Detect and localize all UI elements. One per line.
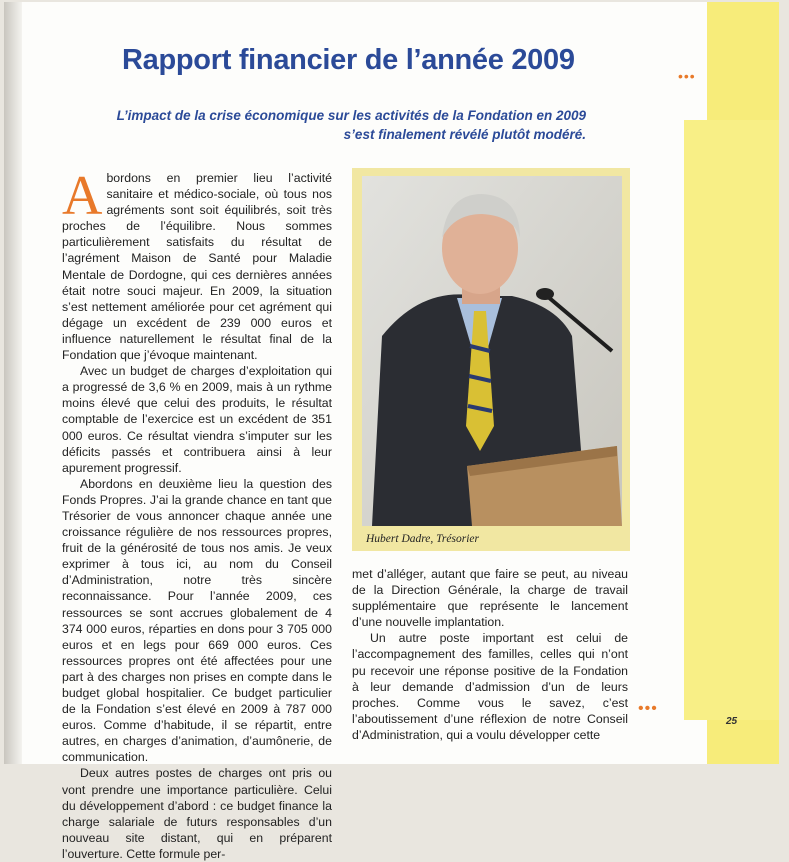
speaker-illustration xyxy=(362,176,622,526)
page-spine xyxy=(4,2,22,764)
yellow-block xyxy=(684,120,779,720)
decorative-dots-icon: ••• xyxy=(638,700,658,717)
paragraph-text: bordons en premier lieu l’activité sanitaire et médico-sociale, où tous nos agréments sont soit équilibrés, soit très proches de l’équilibre. Nous sommes particulièrement satisfaits du résultat de l’agrément Maison de Santé pour Maladie Mentale de Dordogne, qui ces dernières années était notre souci majeur. En 2009, la situation s’est nettement améliorée pour cet agrément qui dégage un excédent de 239 000 euros et influence naturellement le résultat final de la Fondation que j’évoque maintenant. xyxy=(62,171,332,363)
paragraph: Avec un budget de charges d’exploitation qui a progressé de 3,6 % en 2009, mais à un rythme moins élevé que celui des produits, le résultat comptable de l’exercice est un excédent de 351 000 euros. Ce résultat viendra s’imputer sur les déficits passés et contribuera ainsi à leur apurement progressif. xyxy=(62,364,332,475)
right-text-column xyxy=(352,566,628,743)
decorative-dots-icon: ••• xyxy=(678,68,696,84)
paragraph: Un autre poste important est celui de l’accompagnement des familles, celles qui n’ont pu recevoir une réponse positive de la Fondation à leur demande d’admission d’un de leurs proches. Comme vous le savez, c’est l’aboutissement d’une réflexion de notre Conseil d’Administration, qui a voulu développer cette xyxy=(352,631,628,742)
paragraph: Deux autres postes de charges ont pris ou vont prendre une importance particulière. Celui du développement d’abord : ce budget finance la charge salariale de futurs responsables d’un nouveau site distant, qui en préparent l’ouverture. Cette formule per- xyxy=(62,766,332,861)
left-text-column xyxy=(62,165,332,862)
paragraph: met d’alléger, autant que faire se peut, au niveau de la Direction Générale, la charge de travail supplémentaire que représente le lancement d’une nouvelle implantation. xyxy=(352,567,628,630)
speaker-photo xyxy=(362,176,622,526)
paragraph: Abordons en deuxième lieu la question des Fonds Propres. J’ai la grande chance en tant que Trésorier de vous annoncer chaque année une croissance régulière de nos ressources propres, fruit de la générosité de tous nos amis. Je veux exprimer à tous ici, au nom du Conseil d’Administration, notre très sincère reconnaissance. Pour l’année 2009, ces ressources se sont accrues globalement de 4 374 000 euros, réparties en dons pour 3 705 000 euros et en legs pour 669 000 euros. Ces ressources propres ont été affectées pour une part à des charges non prises en compte dans le budget global hospitalier. Ce budget particulier de la Fondation s’est élevé en 2009 à 787 000 euros. Comme d’habitude, il se répartit, entre autres, en charges d’animation, d’aumônerie, de communication. xyxy=(62,476,332,765)
photo-caption: Hubert Dadre, Trésorier xyxy=(366,533,479,545)
article-subtitle xyxy=(100,106,586,144)
drop-cap: A xyxy=(62,165,103,227)
subtitle-line: s’est finalement révélé plutôt modéré. xyxy=(343,127,586,142)
paragraph xyxy=(62,165,332,363)
page-number: 25 xyxy=(726,716,738,727)
subtitle-line: L’impact de la crise économique sur les activités de la Fondation en 2009 xyxy=(116,108,586,123)
article-title: Rapport financier de l’année 2009 xyxy=(122,44,575,76)
